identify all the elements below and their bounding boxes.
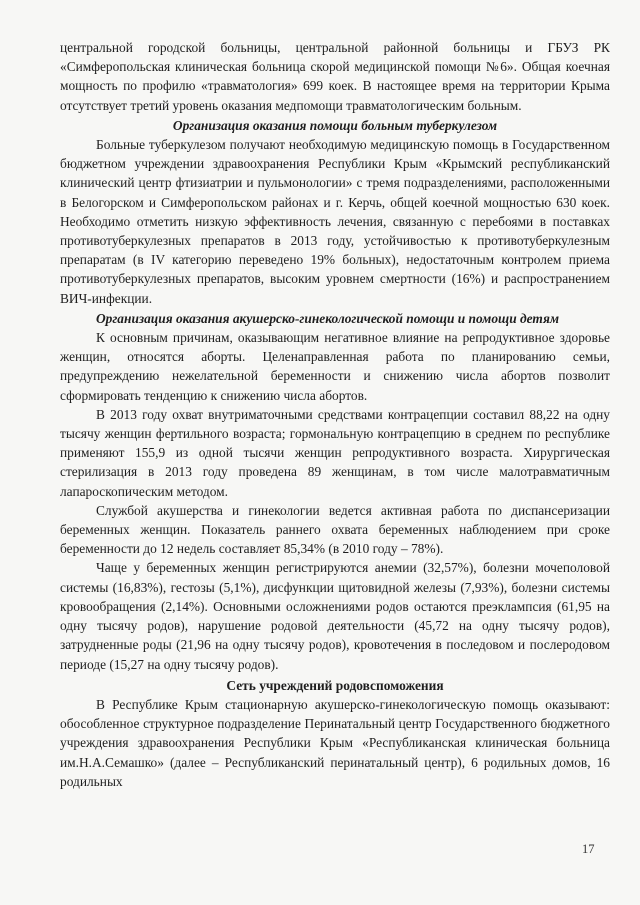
page-body (60, 38, 610, 791)
paragraph-contraception: В 2013 году охват внутриматочными средствами контрацепции составил 88,22 на одну тысячу женщин фертильного возраста; гормональную контрацепцию в среднем по республике применяют 155,9 из одной тысячи женщин репродуктивного возраста. Хирургическая стерилизация в 2013 году проведена 89 женщинам, в том числе малотравматичным лапароскопическим методом. (60, 406, 610, 499)
paragraph-trauma-intro: центральной городской больницы, центральной районной больницы и ГБУЗ РК «Симферопольская клиническая больница скорой медицинской помощи №6». Общая коечная мощность по профилю «травматология» 699 коек. В настоящее время на территории Крыма отсутствует третий уровень оказания медпомощи травматологическим больным. (60, 40, 610, 113)
paragraph-pregnancy-diseases: Чаще у беременных женщин регистрируются анемии (32,57%), болезни мочеполовой системы (16,83%), гестозы (5,1%), дисфункции щитовидной железы (7,93%), болезни системы кровообращения (2,14%). Основными осложнениями родов остаются преэклампсия (61,95 на одну тысячу родов), нарушение родовой деятельности (45,72 на одну тысячу родов), затрудненные роды (21,96 на одну тысячу родов), кровотечения в последовом и послеродовом периоде (15,27 на одну тысячу родов). (60, 560, 610, 672)
heading-obstetric-care: Организация оказания акушерско-гинекологической помощи и помощи детям (96, 310, 560, 326)
paragraph-tuberculosis: Больные туберкулезом получают необходимую медицинскую помощь в Государственном бюджетном учреждении здравоохранения Республики Крым «Крымский республиканский клинический центр фтизиатрии и пульмонологии» с тремя подразделениями, расположенными в Белогорском и Симферопольском районах и г. Керчь, общей коечной мощностью 630 коек. Необходимо отметить низкую эффективность лечения, связанную с перебоями в поставках противотуберкулезных препаратов в 2013 году, устойчивостью к противотуберкулезным препаратам (в IV категорию переведено 19% больных), недостаточным контролем приема противотуберкулезных препаратов, высоким уровнем смертности (16%) и распространением ВИЧ-инфекции. (60, 137, 610, 306)
page-number: 17 (582, 842, 595, 856)
paragraph-maternity-network: В Республике Крым стационарную акушерско-гинекологическую помощь оказывают: обособленное структурное подразделение Перинатальный центр Государственного бюджетного учреждения здравоохранения Республики Крым «Республиканская клиническая больница им.Н.А.Семашко» (далее – Республиканский перинатальный центр), 6 родильных домов, 16 родильных (60, 696, 610, 789)
paragraph-abortion: К основным причинам, оказывающим негативное влияние на репродуктивное здоровье женщин, относятся аборты. Целенаправленная работа по планированию семьи, предупреждению нежелательной беременности и снижению числа абортов позволит сформировать тенденцию к снижению числа абортов. (60, 330, 610, 403)
heading-maternity-network: Сеть учреждений родовспоможения (226, 677, 444, 693)
paragraph-dispensary: Службой акушерства и гинекологии ведется активная работа по диспансеризации беременных женщин. Показатель раннего охвата беременных наблюдением при сроке беременности до 12 недель составляет 85,34% (в 2010 году – 78%). (60, 502, 610, 557)
heading-tuberculosis: Организация оказания помощи больным туберкулезом (172, 117, 498, 133)
